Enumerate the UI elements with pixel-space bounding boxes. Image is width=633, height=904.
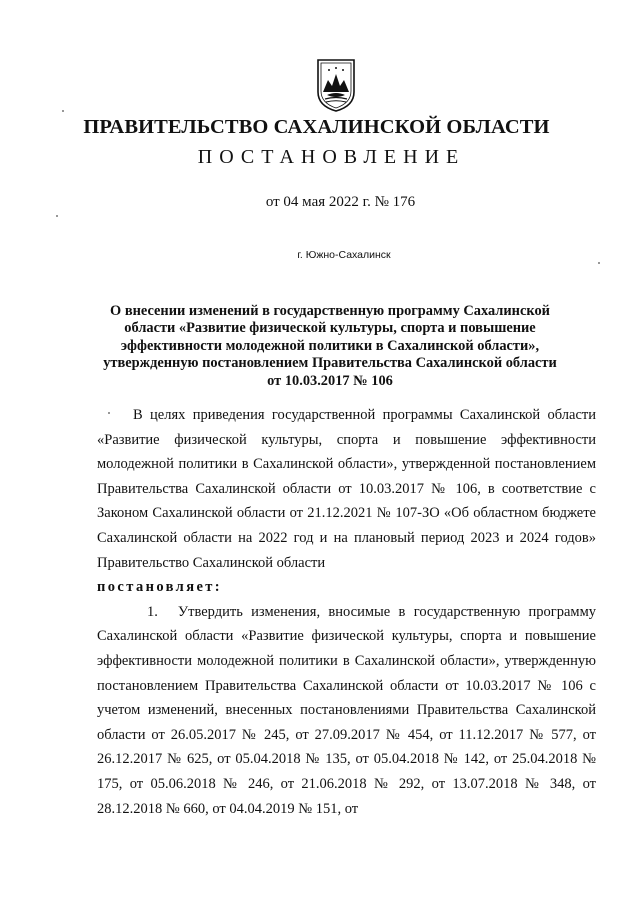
scan-speck	[62, 110, 64, 112]
preamble-paragraph: В целях приведения государственной программы Сахалинской области «Развитие физической культуры, спорта и повышение эффективности молодежной политики в Сахалинской области», утвержденной постановлением Правительства Сахалинской области от 10.03.2017 № 106, в соответствие с Законом Сахалинской области от 21.12.2021 № 107-ЗО «Об областном бюджете Сахалинской области на 2022 год и на плановый период 2023 и 2024 годов» Правительство Сахалинской области	[97, 407, 596, 571]
coat-of-arms-icon	[314, 58, 358, 112]
item-paragraph	[97, 600, 596, 821]
decree-word: постановляет:	[97, 579, 223, 596]
government-name: ПРАВИТЕЛЬСТВО САХАЛИНСКОЙ ОБЛАСТИ	[83, 116, 550, 138]
scan-speck	[108, 412, 110, 414]
document-type: ПОСТАНОВЛЕНИЕ	[197, 146, 466, 168]
document-subject: О внесении изменений в государственную программу Сахалинской области «Развитие физической культуры, спорта и повышение эффективности молодежной политики в Сахалинской области», утвержденную постановлением Правительства Сахалинской области от 10.03.2017 № 106	[103, 303, 557, 389]
document-body	[97, 403, 596, 821]
document-date-number: от 04 мая 2022 г. № 176	[265, 194, 416, 210]
scan-speck	[56, 215, 58, 217]
scan-speck	[598, 262, 600, 264]
item-number: 1.	[147, 603, 158, 620]
item-text: Утвердить изменения, вносимые в государственную программу Сахалинской области «Развитие физической культуры, спорта и повышение эффективности молодежной политики в Сахалинской области», утвержденную постановлением Правительства Сахалинской области от 10.03.2017 № 106 с учетом изменений, внесенных постановлениями Правительства Сахалинской области от 26.05.2017 № 245, от 27.09.2017 № 454, от 11.12.2017 № 577, от 26.12.2017 № 625, от 05.04.2018 № 135, от 05.04.2018 № 142, от 25.04.2018 № 175, от 05.06.2018 № 246, от 21.06.2018 № 292, от 13.07.2018 № 348, от 28.12.2018 № 660, от 04.04.2019 № 151, от	[97, 603, 596, 817]
document-city: г. Южно-Сахалинск	[297, 249, 391, 261]
